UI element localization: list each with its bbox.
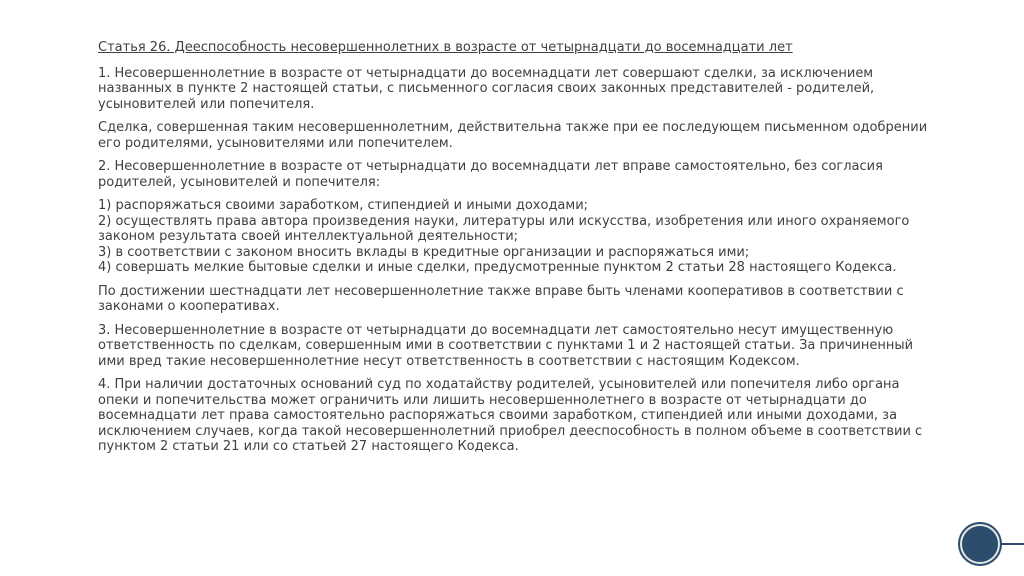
list-item: 1) распоряжаться своими заработком, стипендией и иными доходами; xyxy=(98,198,589,213)
paragraph-1: 1. Несовершеннолетние в возрасте от четырнадцати до восемнадцати лет совершают сделки, за исключением названных в пункте 2 настоящей статьи, с письменного согласия своих законных представителей - родителей, усыновителей или попечителя. xyxy=(98,65,875,112)
slide-content xyxy=(98,40,938,463)
paragraph-5: 3. Несовершеннолетние в возрасте от четырнадцати до восемнадцати лет самостоятельно несут имущественную ответственность по сделкам, совершенным ими в соответствии с пунктами 1 и 2 настоящей статьи. За причиненный ими вред такие несовершеннолетние несут ответственность в соответствии с настоящим Кодексом. xyxy=(98,322,914,369)
rights-list xyxy=(98,198,938,276)
article-title: Статья 26. Дееспособность несовершеннолетних в возрасте от четырнадцати до восемнадцати лет xyxy=(98,40,793,55)
paragraph-3: 2. Несовершеннолетние в возрасте от четырнадцати до восемнадцати лет вправе самостоятельно, без согласия родителей, усыновителей и попечителя: xyxy=(98,159,883,190)
paragraph-2: Сделка, совершенная таким несовершеннолетним, действительна также при ее последующем письменном одобрении его родителями, усыновителями или попечителем. xyxy=(98,120,928,151)
paragraph-4: По достижении шестнадцати лет несовершеннолетние также вправе быть членами кооперативов в соответствии с законами о кооперативах. xyxy=(98,283,904,314)
decorative-line xyxy=(996,543,1024,545)
paragraph-6: 4. При наличии достаточных оснований суд по ходатайству родителей, усыновителей или попечителя либо органа опеки и попечительства может ограничить или лишить несовершеннолетнего в возрасте от четырнадцати до восемнадцати лет права самостоятельно распоряжаться своими заработком, стипендией или иными доходами, за исключением случаев, когда такой несовершеннолетний приобрел дееспособность в полном объеме в соответствии с пунктом 2 статьи 21 или со статьей 27 настоящего Кодекса. xyxy=(98,377,923,454)
list-item: 3) в соответствии с законом вносить вклады в кредитные организации и распоряжаться ими; xyxy=(98,244,750,260)
list-item: 2) осуществлять права автора произведения науки, литературы или искусства, изобретения или иного охраняемого законом результата своей интеллектуальной деятельности; xyxy=(98,213,910,244)
decorative-circle-icon xyxy=(960,524,1000,564)
list-item: 4) совершать мелкие бытовые сделки и иные сделки, предусмотренные пунктом 2 статьи 28 настоящего Кодекса. xyxy=(98,260,897,275)
